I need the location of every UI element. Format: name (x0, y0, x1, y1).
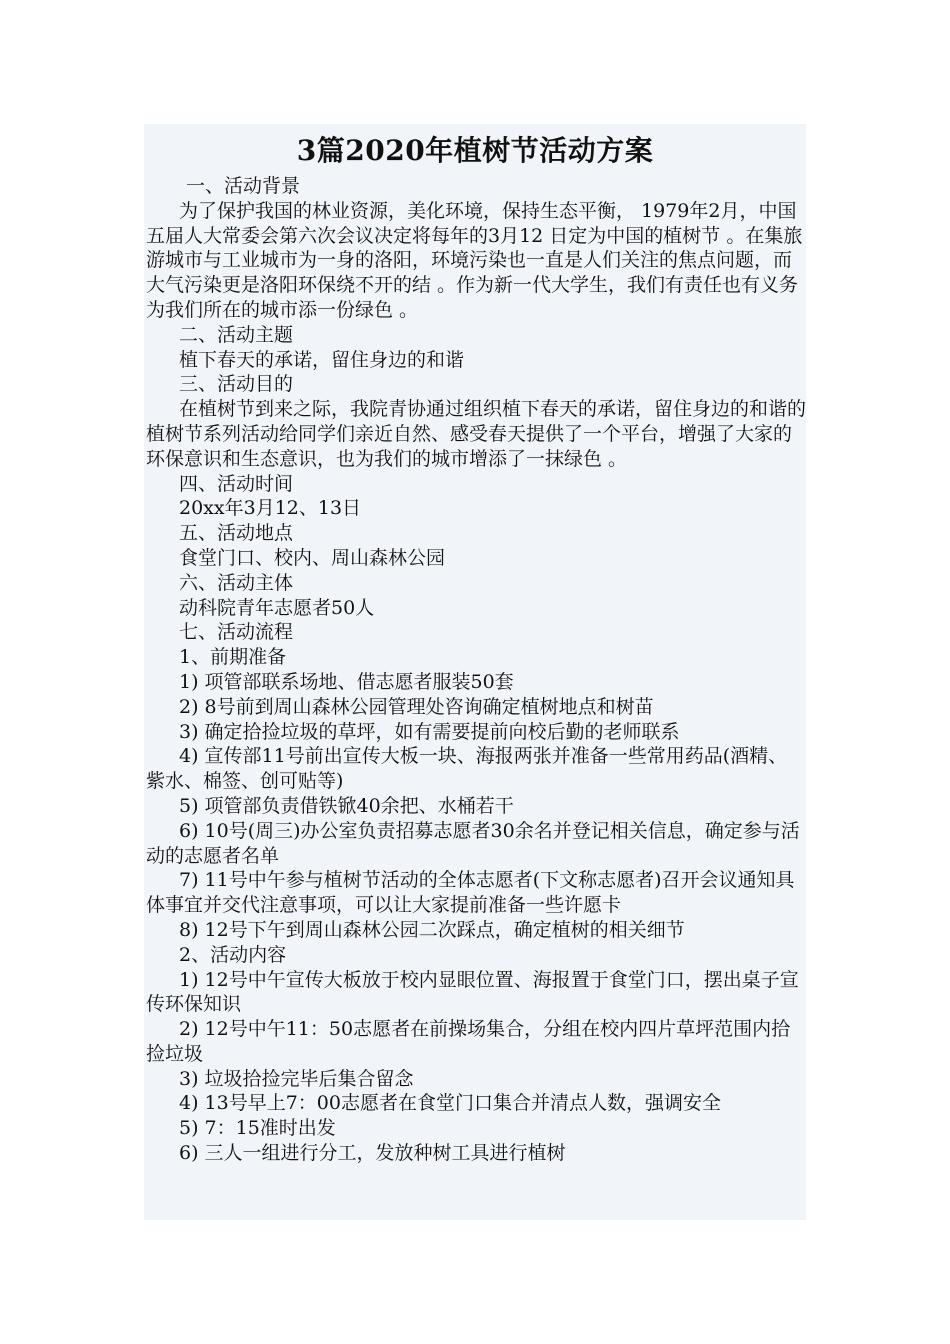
text-line: 七、活动流程 (179, 621, 294, 644)
paragraph: 2) 12号中午11：50志愿者在前操场集合，分组在校内四片草坪范围内拾捡垃圾 (146, 1018, 791, 1065)
text-line: 2、活动内容 (179, 943, 287, 966)
paragraph: 4) 宣传部11号前出宣传大板一块、海报两张并准备一些常用药品(酒精、紫水、棉签、创可贴等) (146, 745, 788, 793)
paragraph: 6) 10号(周三)办公室负责招募志愿者30余名并登记相关信息，确定参与活动的志愿者名单 (146, 819, 800, 867)
text-line: 6) 三人一组进行分工，发放种树工具进行植树 (179, 1142, 566, 1165)
text-line: 四、活动时间 (179, 472, 294, 495)
text-line: 六、活动主体 (179, 571, 294, 594)
text-line: 5) 项管部负责借铁锨40余把、水桶若干 (179, 794, 514, 817)
text-line: 4) 13号早上7：00志愿者在食堂门口集合并清点人数，强调安全 (179, 1092, 721, 1115)
text-line: 20xx年3月12、13日 (179, 497, 362, 520)
text-line: 2) 8号前到周山森林公园管理处咨询确定植树地点和树苗 (179, 695, 654, 718)
text-line: 五、活动地点 (179, 522, 294, 545)
text-line: 1、前期准备 (179, 646, 287, 669)
text-line: 1) 项管部联系场地、借志愿者服装50套 (179, 670, 514, 693)
text-line: 食堂门口、校内、周山森林公园 (179, 546, 446, 569)
paragraph: 为了保护我国的林业资源，美化环境，保持生态平衡， 1979年2月，中国五届人大常委会第六次会议决定将每年的3月12 日定为中国的植树节 。在集旅游城市与工业城市为一身的洛阳，环境污染也一直是人们关注的焦点问题，而大气污染更是洛阳环保绕不开的结 。作为新一代大学生，我们有责任也有义务为我们所在的城市添一份绿色 。 (146, 199, 803, 321)
document-title: 3篇2020年植树节活动方案 (296, 134, 654, 167)
text-line: 三、活动目的 (179, 373, 294, 396)
text-line: 植下春天的承诺，留住身边的和谐 (179, 348, 465, 371)
text-line: 3) 垃圾拾捡完毕后集合留念 (179, 1067, 414, 1090)
text-line: 动科院青年志愿者50人 (179, 596, 375, 619)
document-body (146, 174, 806, 1166)
text-line: 二、活动主题 (179, 323, 294, 346)
text-line: 一、活动背景 (186, 175, 301, 197)
text-line: 3) 确定拾捡垃圾的草坪，如有需要提前向校后勤的老师联系 (179, 720, 680, 743)
paragraph: 1) 12号中午宣传大板放于校内显眼位置、海报置于食堂门口，摆出桌子宣传环保知识 (146, 968, 799, 1016)
text-line: 5) 7：15准时出发 (179, 1117, 336, 1140)
paragraph: 7) 11号中午参与植树节活动的全体志愿者(下文称志愿者)召开会议通知具体事宜并交代注意事项，可以让大家提前准备一些许愿卡 (146, 869, 795, 917)
paragraph: 在植树节到来之际，我院青协通过组织植下春天的承诺，留住身边的和谐的植树节系列活动给同学们亲近自然、感受春天提供了一个平台，增强了大家的环保意识和生态意识，也为我们的城市增添了一抹绿色 。 (146, 398, 807, 470)
text-line: 8) 12号下午到周山森林公园二次踩点，确定植树的相关细节 (179, 918, 685, 941)
